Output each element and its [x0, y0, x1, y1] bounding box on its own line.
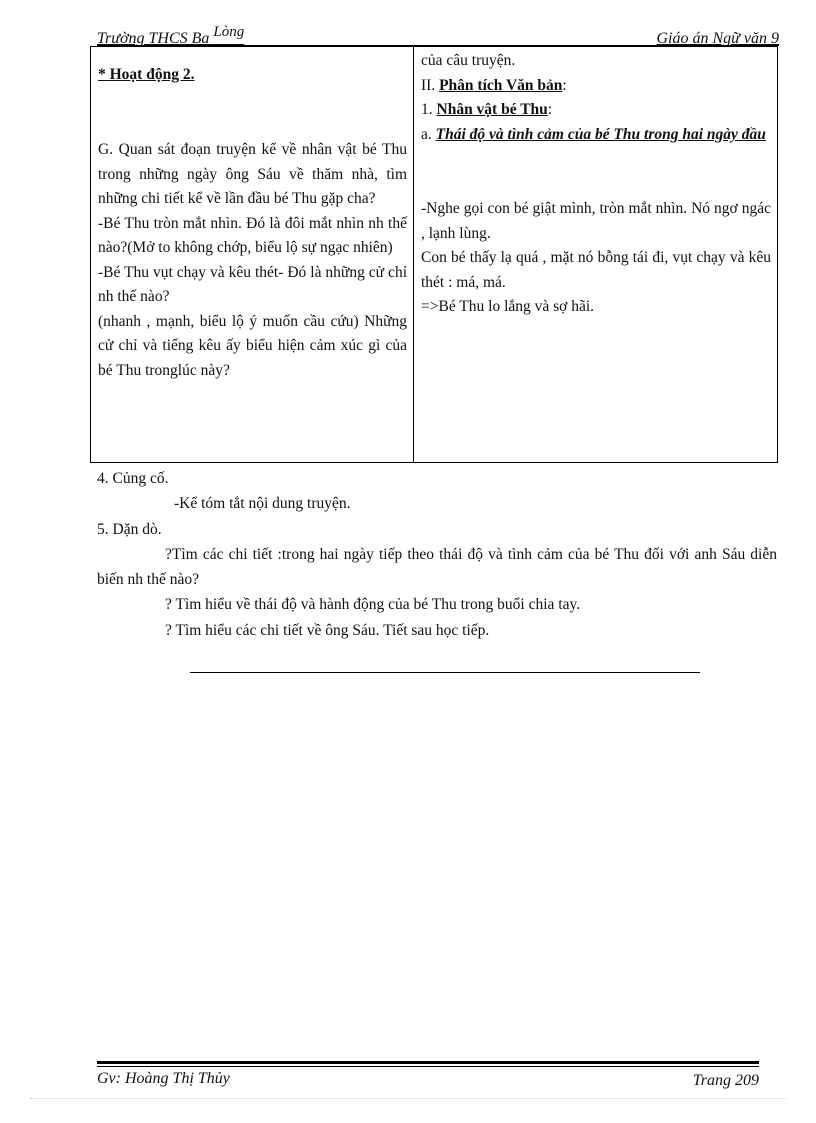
consolidate-task: -Kể tóm tắt nội dung truyện. — [174, 495, 351, 513]
teacher-name: Gv: Hoàng Thị Thủy — [97, 1070, 230, 1087]
question-eyes: -Bé Thu tròn mắt nhìn. Đó là đôi mắt nhìn nh thế nào?(Mở to không chớp, biểu lộ sự ngạc nhiên) — [98, 214, 407, 256]
subsection-heading: 1. Nhân vật bé Thu: — [421, 101, 553, 118]
homework-heading: 5. Dặn dò. — [97, 520, 162, 538]
column-divider — [413, 47, 414, 462]
content-column — [421, 49, 771, 320]
page-edge — [30, 1098, 786, 1099]
teacher-activity-column — [98, 63, 407, 383]
school-name: Trường THCS Ba Lòng — [97, 24, 245, 47]
page-number: Trang 209 — [692, 1072, 759, 1089]
lesson-body — [97, 466, 777, 643]
question-observe: G. Quan sát đoạn truyện kể về nhân vật bé Thu trong những ngày ông Sáu về thăm nhà, tìm những chi tiết kể về lần đầu bé Thu gặp cha? — [98, 141, 407, 207]
item-heading: a. Thái độ và tình cảm của bé Thu trong hai ngày đầu — [421, 125, 766, 143]
homework-item: ? Tìm hiểu về thái độ và hành động của bé Thu trong buổi chia tay. — [165, 596, 581, 614]
homework-item: ?Tìm các chi tiết :trong hai ngày tiếp theo thái độ và tình cảm của bé Thu đối với anh Sáu diễn biến nh thế nào? — [97, 545, 777, 589]
footer-rule-thin — [97, 1066, 759, 1067]
lesson-table — [90, 46, 778, 463]
footer-rule — [97, 1061, 759, 1064]
page-header — [97, 24, 779, 47]
answer-running: Con bé thấy lạ quá , mặt nó bỗng tái đi, vụt chạy và kêu thét : má, má. — [421, 249, 771, 291]
answer-first-reaction: -Nghe gọi con bé giật mình, tròn mắt nhìn. Nó ngơ ngác , lạnh lùng. — [421, 200, 771, 242]
section-heading: II. Phân tích Văn bản: — [421, 76, 567, 94]
answer-conclusion: =>Bé Thu lo lắng và sợ hãi. — [421, 298, 595, 315]
activity-title: * Hoạt động 2. — [98, 66, 195, 83]
question-emotion: (nhanh , mạnh, biểu lộ ý muốn cầu cứu) Những cử chỉ và tiếng kêu ấy biểu hiện cảm xúc gì của bé Thu tronglúc này? — [98, 312, 407, 379]
section-separator — [190, 672, 700, 673]
homework-item: ? Tìm hiểu các chi tiết về ông Sáu. Tiết sau học tiếp. — [165, 621, 490, 639]
page-footer — [97, 1070, 759, 1090]
subject-title: Giáo án Ngữ văn 9 — [656, 30, 779, 47]
consolidate-heading: 4. Củng cố. — [97, 470, 169, 487]
question-gestures: -Bé Thu vụt chạy và kêu thét- Đó là những cử chỉ nh thế nào? — [98, 263, 407, 305]
intro-line: của câu truyện. — [421, 52, 516, 69]
